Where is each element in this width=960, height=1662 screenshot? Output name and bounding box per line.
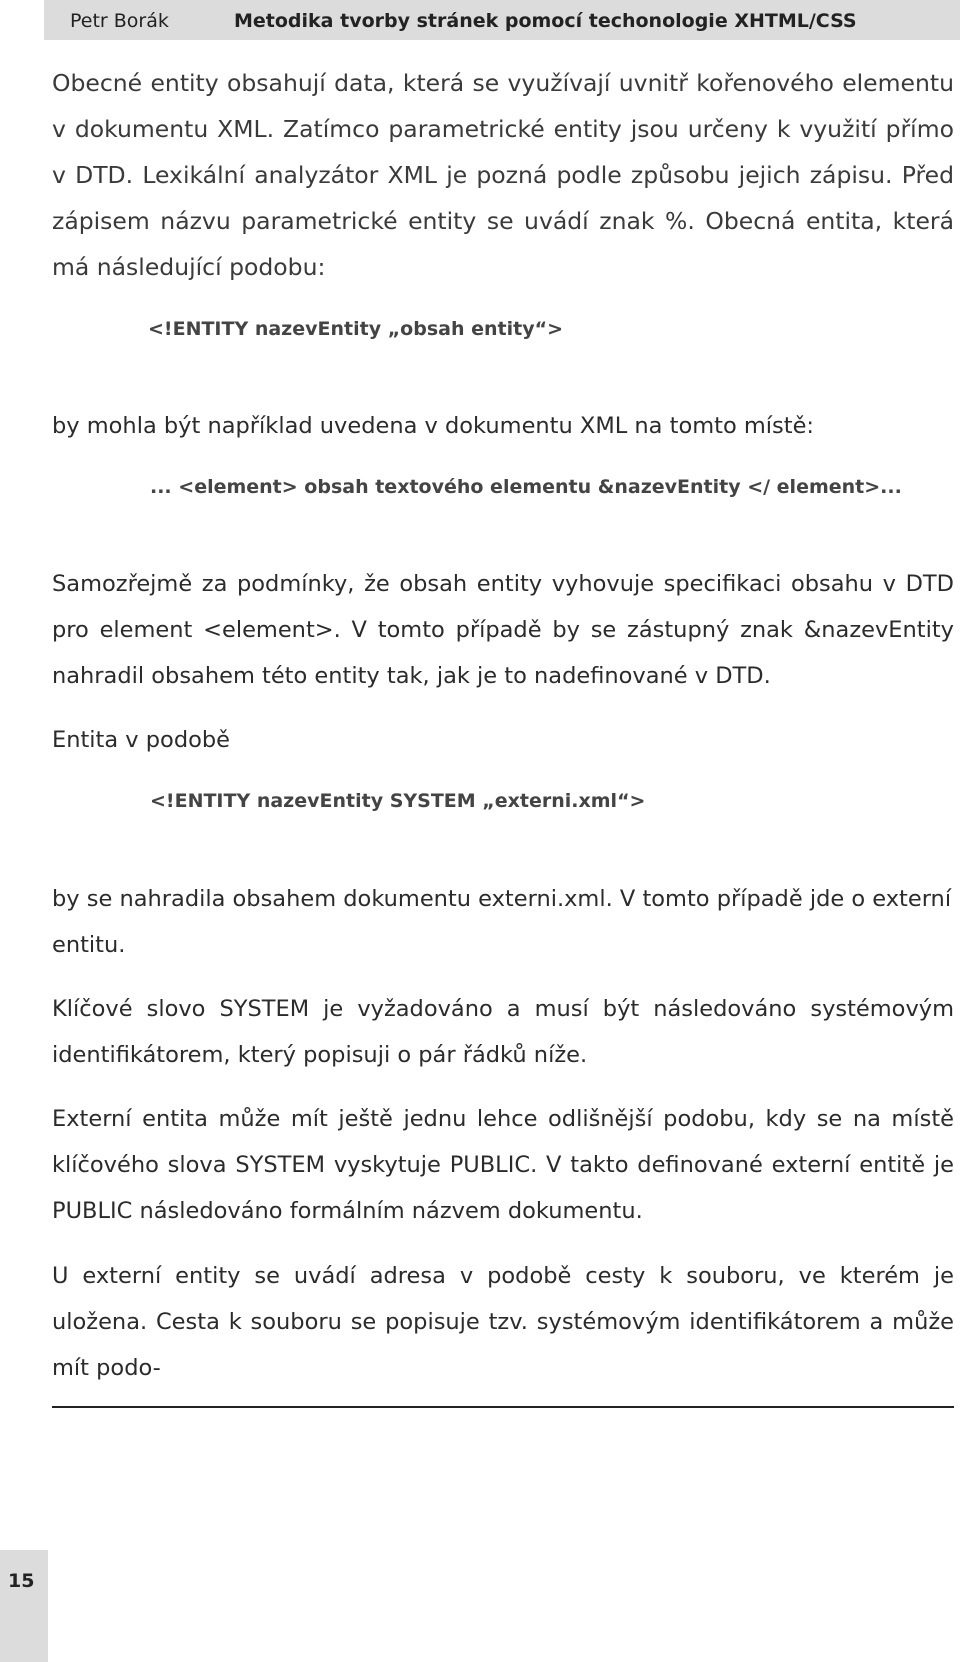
paragraph-system-keyword: Klíčové slovo SYSTEM je vyžadováno a musí být následováno systémovým identifikátorem, který popisuji o pár řádků níže.	[52, 996, 954, 1068]
page-header	[44, 0, 960, 40]
paragraph-entity-form: Entita v podobě	[52, 727, 231, 753]
code-system-entity: <!ENTITY nazevEntity SYSTEM „externi.xml“>	[150, 790, 646, 812]
paragraph-system-identifier: U externí entity se uvádí adresa v podobě cesty k souboru, ve kterém je uložena. Cesta k souboru se popisuje tzv. systémovým identifikátorem a může mít podo-	[52, 1263, 954, 1381]
footnote-divider	[52, 1406, 954, 1408]
paragraph-public-variant: Externí entita může mít ještě jednu lehce odlišnější podobu, kdy se na místě klíčového slova SYSTEM vyskytuje PUBLIC. V takto definované externí entitě je PUBLIC následováno formálním názvem dokumentu.	[52, 1106, 954, 1224]
code-element-example: ... <element> obsah textového elementu &nazevEntity </ element>...	[150, 476, 902, 498]
paragraph-general-entities: Obecné entity obsahují data, která se využívají uvnitř kořenového elementu v dokumentu XML. Zatímco parametrické entity jsou určeny k využití přímo v DTD. Lexikální analyzátor XML je pozná podle způsobu jejich zápisu. Před zápisem názvu parametrické entity se uvádí znak %. Obecná entita, která má následující podobu:	[52, 69, 954, 281]
paragraph-usage-in-xml: by mohla být například uvedena v dokumentu XML na tomto místě:	[52, 413, 815, 439]
page-number: 15	[8, 1570, 35, 1592]
paragraph-condition: Samozřejmě za podmínky, že obsah entity vyhovuje specifikaci obsahu v DTD pro element <element>. V tomto případě by se zástupný znak &nazevEntity nahradil obsahem této entity tak, jak je to nadefinované v DTD.	[52, 571, 954, 689]
header-author: Petr Borák	[70, 10, 169, 32]
header-title: Metodika tvorby stránek pomocí techonologie XHTML/CSS	[234, 10, 857, 32]
paragraph-external-replace: by se nahradila obsahem dokumentu externi.xml. V tomto případě jde o externí entitu.	[52, 886, 952, 958]
page-number-tab	[0, 1550, 48, 1662]
code-entity-declaration: <!ENTITY nazevEntity „obsah entity“>	[148, 318, 563, 340]
